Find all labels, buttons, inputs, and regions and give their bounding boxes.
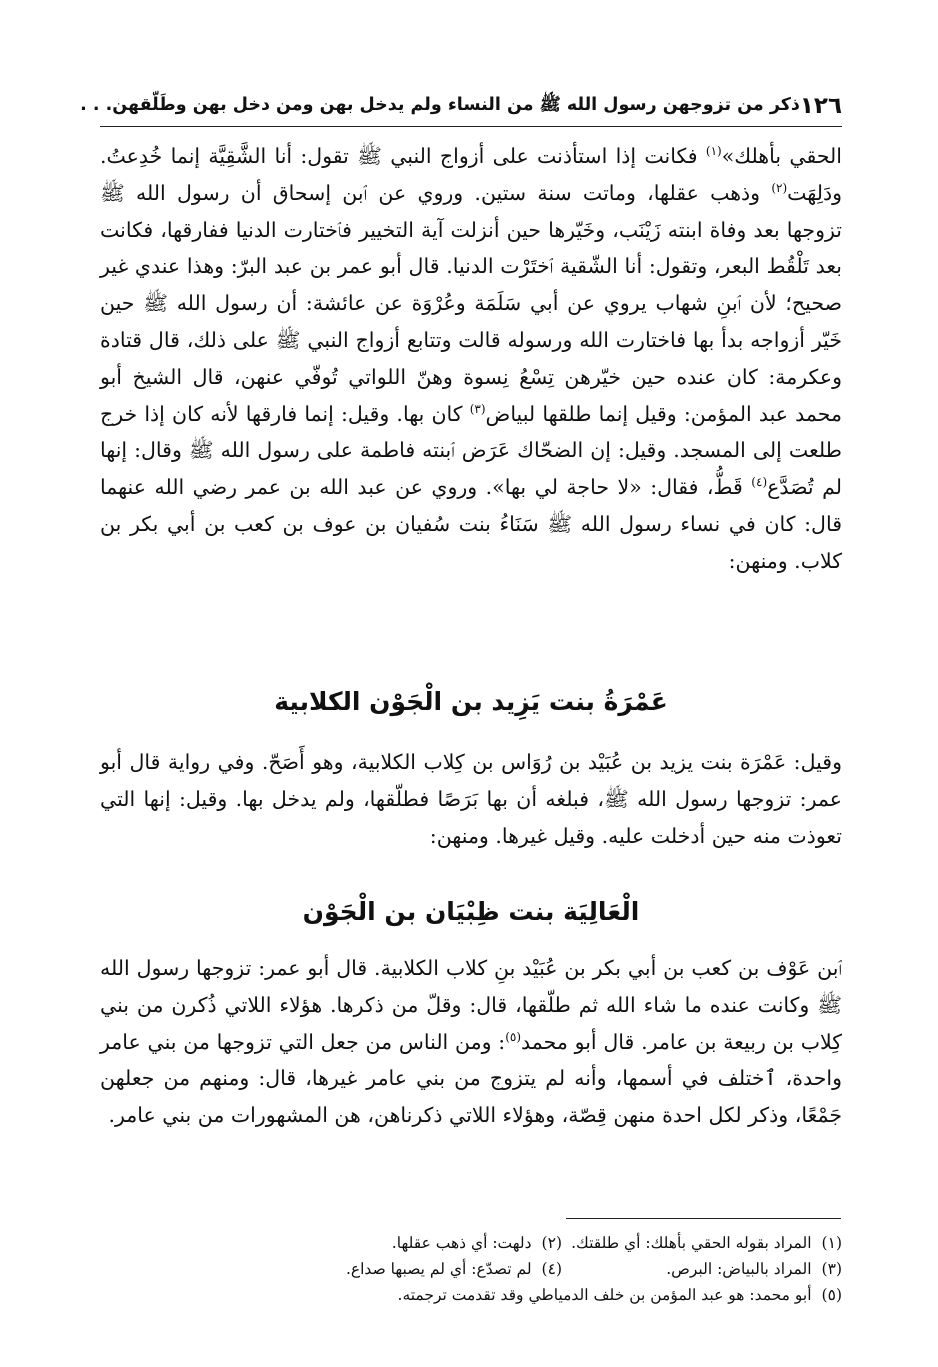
paragraph-text: وذهب عقلها، وماتت سنة ستين. وروي عن ٱبن إسحاق أن رسول الله ﷺ تزوجها بعد وفاة ابنته زَيْنَب، وخَيّرها حين أنزلت آية التخيير فٱختارت الدنيا ففارقها، فكانت بعد تَلْقُط البعر، وتقول: أنا الشّقية ٱختَرْت الدنيا. قال أبو عمر بن عبد البرّ: وهذا عندي غير صحيح؛ لأن ٱبنِ شهاب يروي عن أبي سَلَمَة وعُرْوَة عن عائشة: أن رسول الله ﷺ حين خَيّر أزواجه بدأ بها فاختارت الله ورسوله قالت وتتابع أزواج النبي ﷺ على ذلك، قال قتادة وعكرمة: كان عنده حين خيّرهن تِسْعُ نِسوة وهنّ اللواتي تُوفّي عنهن، قال الشيخ أبو محمد عبد المؤمن: وقيل إنما طلقها لبياض	[100, 180, 842, 426]
paragraph-text: ٱبن عَوْف بن كعب بن أبي بكر بن عُبَيْد بنِ كلاب الكلابية. قال أبو عمر: تزوجها رسول الله ﷺ وكانت عنده ما شاء الله ثم طلّقها، قال: وقلّ من ذكرها. هؤلاء اللاتي ذُكرن من بني كِلاب بن ربيعة بن عامر. قال أبو محمد	[100, 956, 842, 1054]
footnote-row	[100, 1282, 842, 1308]
footnote	[392, 1230, 562, 1256]
body-paragraph	[100, 138, 842, 580]
paragraph-text: فكانت إذا استأذنت على أزواج النبي ﷺ تقول: أنا الشَّقِيَّة إنما خُدِعتُ. ودَلِهَت	[100, 144, 842, 205]
footnotes	[100, 1230, 842, 1308]
footnote-ref: (٥)	[505, 1029, 522, 1044]
body-paragraph	[100, 744, 842, 854]
running-header-title: ذكر من تزوجهن رسول الله ﷺ من النساء ولم يدخل بهن ومن دخل بهن وطَلّقهن. . .	[80, 95, 800, 115]
header-rule	[100, 126, 842, 127]
footnote-row	[100, 1256, 842, 1282]
paragraph-text: كان بها. وقيل: إنما فارقها لأنه كان إذا خرج طلعت إلى المسجد. وقيل: إن الضحّاك عَرَض ٱبنته فاطمة على رسول الله ﷺ وقال: إنها لم تُصَدَّع	[100, 401, 842, 500]
paragraph-text: وقيل: عَمْرَة بنت يزيد بن عُبَيْد بن رُوَاس بن كِلاب الكلابية، وهو أَصَحّ. وفي رواية قال أبو عمر: تزوجها رسول الله ﷺ، فبلغه أن بها بَرَصًا فطلّقها، ولم يدخل بها. وقيل: إنها التي تعوذت منه حين أدخلت عليه. وقيل غيرها. ومنهن:	[100, 750, 842, 848]
section-heading: عَمْرَةُ بنت يَزِيد بن الْجَوْن الكلابية	[274, 687, 668, 716]
footnote-text: لم تصدّع: أي لم يصبها صداع.	[345, 1260, 532, 1278]
footnote-text: دلهت: أي ذهب عقلها.	[391, 1234, 532, 1252]
footnote-row	[100, 1230, 842, 1256]
paragraph-text: الحقي بأهلك»	[721, 144, 842, 168]
footnote-number: (٣)	[821, 1260, 842, 1278]
section-heading: الْعَالِيَة بنت ظِبْيَان بن الْجَوْن	[302, 897, 640, 926]
body-paragraph	[100, 950, 842, 1134]
page-number: ١٢٦	[799, 93, 842, 119]
footnote-number: (٤)	[541, 1260, 562, 1278]
footnote	[346, 1256, 562, 1282]
footnote-ref: (١)	[705, 144, 722, 159]
paragraph-text: قَطُّ، فقال: «لا حاجة لي بها». وروي عن عبد الله بن عمر رضي الله عنهما قال: كان في نساء رسول الله ﷺ سَنَاءُ بنت سُفيان بن عوف بن كعب بن أبي بكر بن كلاب. ومنهن:	[100, 475, 842, 573]
footnote	[562, 1256, 842, 1282]
footnote-text: أبو محمد: هو عبد المؤمن بن خلف الدمياطي وقد تقدمت ترجمته.	[397, 1286, 812, 1304]
footnote-number: (٥)	[821, 1286, 842, 1304]
footnote-separator	[566, 1218, 841, 1219]
footnote-text: المراد بالبياض: البرص.	[666, 1260, 812, 1278]
footnote	[562, 1230, 842, 1256]
footnote-ref: (٣)	[469, 401, 486, 416]
footnote-text: المراد بقوله الحقي بأهلك: أي طلقتك.	[571, 1234, 812, 1252]
footnote-number: (١)	[821, 1234, 842, 1252]
footnote-ref: (٤)	[751, 475, 768, 490]
footnote	[398, 1282, 842, 1308]
footnote-ref: (٢)	[771, 180, 788, 195]
running-header	[80, 88, 842, 124]
paragraph-text: : ومن الناس من جعل التي تزوجها من بني عامر واحدة، ٱختلف في أسمها، وأنه لم يتزوج من بني عامر غيرها، قال: ومنهم من جعلهن جَمْعًا، وذكر لكل احدة منهن قِصّة، وهؤلاء اللاتي ذكرناهن، هن المشهورات من بني عامر.	[100, 1029, 842, 1128]
footnote-number: (٢)	[541, 1234, 562, 1252]
